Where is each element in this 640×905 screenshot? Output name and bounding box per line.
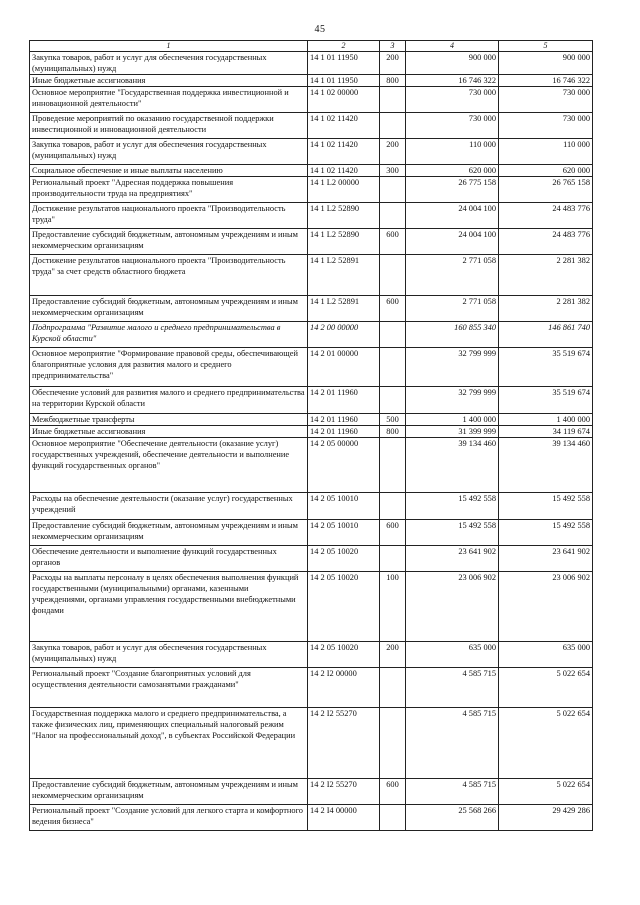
name-cell: Расходы на обеспечение деятельности (оказание услуг) государственных учреждений — [30, 493, 308, 520]
table-row — [30, 113, 593, 139]
code-cell: 14 2 05 10020 — [308, 546, 380, 572]
amount-year1-cell: 23 006 902 — [406, 572, 499, 642]
table-row — [30, 520, 593, 546]
code-cell: 14 2 I2 00000 — [308, 668, 380, 708]
name-cell: Предоставление субсидий бюджетным, автономным учреждениям и иным некоммерческим организациям — [30, 520, 308, 546]
expense-type-cell — [380, 438, 406, 493]
code-cell: 14 1 02 11420 — [308, 139, 380, 165]
table-row — [30, 177, 593, 203]
code-cell: 14 1 02 11420 — [308, 165, 380, 177]
expense-type-cell: 200 — [380, 642, 406, 668]
name-cell: Предоставление субсидий бюджетным, автономным учреждениям и иным некоммерческим организациям — [30, 779, 308, 805]
expense-type-cell — [380, 177, 406, 203]
code-cell: 14 2 I2 55270 — [308, 708, 380, 779]
code-cell: 14 2 I4 00000 — [308, 805, 380, 831]
name-cell: Закупка товаров, работ и услуг для обеспечения государственных (муниципальных) нужд — [30, 52, 308, 75]
code-cell: 14 2 05 00000 — [308, 438, 380, 493]
table-row — [30, 348, 593, 387]
table-row — [30, 229, 593, 255]
name-cell: Достижение результатов национального проекта "Производительность труда" — [30, 203, 308, 229]
table-row — [30, 668, 593, 708]
amount-year2-cell: 23 641 902 — [499, 546, 593, 572]
code-cell: 14 1 02 00000 — [308, 87, 380, 113]
amount-year2-cell: 900 000 — [499, 52, 593, 75]
expense-type-cell — [380, 546, 406, 572]
expense-type-cell — [380, 203, 406, 229]
table-row — [30, 203, 593, 229]
amount-year1-cell: 4 585 715 — [406, 708, 499, 779]
name-cell: Обеспечение условий для развития малого и среднего предпринимательства на территории Курской области — [30, 387, 308, 414]
expense-type-cell: 600 — [380, 296, 406, 322]
expense-type-cell: 800 — [380, 75, 406, 87]
name-cell: Региональный проект "Создание благоприятных условий для осуществления деятельности самозанятыми гражданами" — [30, 668, 308, 708]
expense-type-cell — [380, 493, 406, 520]
name-cell: Региональный проект "Адресная поддержка повышения производительности труда на предприятиях" — [30, 177, 308, 203]
amount-year1-cell: 110 000 — [406, 139, 499, 165]
table-row — [30, 805, 593, 831]
expense-type-cell — [380, 87, 406, 113]
code-cell: 14 1 01 11950 — [308, 75, 380, 87]
amount-year1-cell: 160 855 340 — [406, 322, 499, 348]
expense-type-cell: 500 — [380, 414, 406, 426]
amount-year1-cell: 730 000 — [406, 113, 499, 139]
expense-type-cell — [380, 387, 406, 414]
code-cell: 14 2 00 00000 — [308, 322, 380, 348]
amount-year1-cell: 2 771 058 — [406, 296, 499, 322]
column-number-1: 1 — [30, 41, 308, 52]
expense-type-cell — [380, 348, 406, 387]
code-cell: 14 1 01 11950 — [308, 52, 380, 75]
amount-year2-cell: 730 000 — [499, 87, 593, 113]
name-cell: Государственная поддержка малого и среднего предпринимательства, а также физических лиц, применяющих специальный налоговый режим "Налог на профессиональный доход", в субъектах Российской Федерации — [30, 708, 308, 779]
amount-year2-cell: 146 861 740 — [499, 322, 593, 348]
expense-type-cell — [380, 322, 406, 348]
amount-year2-cell: 26 765 158 — [499, 177, 593, 203]
table-row — [30, 255, 593, 296]
expense-type-cell: 300 — [380, 165, 406, 177]
amount-year1-cell: 23 641 902 — [406, 546, 499, 572]
amount-year2-cell: 24 483 776 — [499, 203, 593, 229]
amount-year2-cell: 1 400 000 — [499, 414, 593, 426]
table-row — [30, 165, 593, 177]
page-number: 45 — [314, 24, 326, 35]
column-number-4: 4 — [406, 41, 499, 52]
amount-year1-cell: 39 134 460 — [406, 438, 499, 493]
expense-type-cell — [380, 255, 406, 296]
expense-type-cell: 100 — [380, 572, 406, 642]
expense-type-cell — [380, 113, 406, 139]
amount-year2-cell: 35 519 674 — [499, 348, 593, 387]
column-number-row — [30, 41, 593, 52]
amount-year1-cell: 900 000 — [406, 52, 499, 75]
code-cell: 14 1 L2 52890 — [308, 203, 380, 229]
amount-year2-cell: 5 022 654 — [499, 708, 593, 779]
amount-year2-cell: 5 022 654 — [499, 668, 593, 708]
name-cell: Социальное обеспечение и иные выплаты населению — [30, 165, 308, 177]
code-cell: 14 2 01 00000 — [308, 348, 380, 387]
amount-year2-cell: 5 022 654 — [499, 779, 593, 805]
code-cell: 14 2 05 10020 — [308, 572, 380, 642]
amount-year1-cell: 15 492 558 — [406, 493, 499, 520]
code-cell: 14 1 02 11420 — [308, 113, 380, 139]
amount-year1-cell: 4 585 715 — [406, 668, 499, 708]
amount-year2-cell: 39 134 460 — [499, 438, 593, 493]
name-cell: Основное мероприятие "Обеспечение деятельности (оказание услуг) государственных учреждений, обеспечение деятельности и выполнение функций государственных органов" — [30, 438, 308, 493]
amount-year2-cell: 635 000 — [499, 642, 593, 668]
table-row — [30, 322, 593, 348]
amount-year1-cell: 24 004 100 — [406, 229, 499, 255]
amount-year2-cell: 110 000 — [499, 139, 593, 165]
table-row — [30, 387, 593, 414]
name-cell: Межбюджетные трансферты — [30, 414, 308, 426]
expense-type-cell: 800 — [380, 426, 406, 438]
name-cell: Основное мероприятие "Формирование правовой среды, обеспечивающей благоприятные условия для развития малого и среднего предпринимательства" — [30, 348, 308, 387]
expense-type-cell: 200 — [380, 139, 406, 165]
name-cell: Основное мероприятие "Государственная поддержка инвестиционной и инновационной деятельности" — [30, 87, 308, 113]
name-cell: Проведение мероприятий по оказанию государственной поддержки инвестиционной и инновационной деятельности — [30, 113, 308, 139]
amount-year1-cell: 620 000 — [406, 165, 499, 177]
amount-year2-cell: 15 492 558 — [499, 520, 593, 546]
amount-year1-cell: 635 000 — [406, 642, 499, 668]
expense-type-cell — [380, 708, 406, 779]
amount-year2-cell: 16 746 322 — [499, 75, 593, 87]
code-cell: 14 2 I2 55270 — [308, 779, 380, 805]
amount-year1-cell: 2 771 058 — [406, 255, 499, 296]
amount-year2-cell: 620 000 — [499, 165, 593, 177]
name-cell: Закупка товаров, работ и услуг для обеспечения государственных (муниципальных) нужд — [30, 642, 308, 668]
table-row — [30, 708, 593, 779]
amount-year2-cell: 34 119 674 — [499, 426, 593, 438]
budget-rows — [30, 52, 593, 831]
amount-year1-cell: 4 585 715 — [406, 779, 499, 805]
amount-year1-cell: 1 400 000 — [406, 414, 499, 426]
column-number-3: 3 — [380, 41, 406, 52]
amount-year2-cell: 2 281 382 — [499, 296, 593, 322]
budget-table — [29, 40, 593, 831]
name-cell: Предоставление субсидий бюджетным, автономным учреждениям и иным некоммерческим организациям — [30, 296, 308, 322]
code-cell: 14 2 05 10010 — [308, 493, 380, 520]
amount-year1-cell: 32 799 999 — [406, 348, 499, 387]
amount-year1-cell: 25 568 266 — [406, 805, 499, 831]
table-row — [30, 493, 593, 520]
table-row — [30, 52, 593, 75]
table-row — [30, 546, 593, 572]
amount-year2-cell: 23 006 902 — [499, 572, 593, 642]
amount-year2-cell: 29 429 286 — [499, 805, 593, 831]
column-number-2: 2 — [308, 41, 380, 52]
amount-year2-cell: 24 483 776 — [499, 229, 593, 255]
name-cell: Иные бюджетные ассигнования — [30, 75, 308, 87]
code-cell: 14 1 L2 00000 — [308, 177, 380, 203]
name-cell: Подпрограмма "Развитие малого и среднего предпринимательства в Курской области" — [30, 322, 308, 348]
expense-type-cell: 600 — [380, 520, 406, 546]
amount-year2-cell: 35 519 674 — [499, 387, 593, 414]
code-cell: 14 2 01 11960 — [308, 426, 380, 438]
code-cell: 14 1 L2 52891 — [308, 296, 380, 322]
amount-year2-cell: 730 000 — [499, 113, 593, 139]
name-cell: Достижение результатов национального проекта "Производительность труда" за счет средств областного бюджета — [30, 255, 308, 296]
amount-year1-cell: 24 004 100 — [406, 203, 499, 229]
table-row — [30, 426, 593, 438]
amount-year2-cell: 15 492 558 — [499, 493, 593, 520]
code-cell: 14 2 05 10020 — [308, 642, 380, 668]
table-row — [30, 87, 593, 113]
code-cell: 14 2 05 10010 — [308, 520, 380, 546]
amount-year1-cell: 26 775 158 — [406, 177, 499, 203]
table-row — [30, 438, 593, 493]
code-cell: 14 1 L2 52891 — [308, 255, 380, 296]
code-cell: 14 2 01 11960 — [308, 387, 380, 414]
expense-type-cell — [380, 668, 406, 708]
table-row — [30, 139, 593, 165]
code-cell: 14 1 L2 52890 — [308, 229, 380, 255]
column-number-5: 5 — [499, 41, 593, 52]
amount-year1-cell: 31 399 999 — [406, 426, 499, 438]
expense-type-cell: 600 — [380, 779, 406, 805]
table-row — [30, 75, 593, 87]
amount-year1-cell: 15 492 558 — [406, 520, 499, 546]
name-cell: Региональный проект "Создание условий для легкого старта и комфортного ведения бизнеса" — [30, 805, 308, 831]
amount-year1-cell: 730 000 — [406, 87, 499, 113]
name-cell: Предоставление субсидий бюджетным, автономным учреждениям и иным некоммерческим организациям — [30, 229, 308, 255]
expense-type-cell: 200 — [380, 52, 406, 75]
amount-year1-cell: 32 799 999 — [406, 387, 499, 414]
name-cell: Иные бюджетные ассигнования — [30, 426, 308, 438]
name-cell: Обеспечение деятельности и выполнение функций государственных органов — [30, 546, 308, 572]
table-row — [30, 414, 593, 426]
code-cell: 14 2 01 11960 — [308, 414, 380, 426]
name-cell: Закупка товаров, работ и услуг для обеспечения государственных (муниципальных) нужд — [30, 139, 308, 165]
table-row — [30, 572, 593, 642]
table-row — [30, 296, 593, 322]
amount-year2-cell: 2 281 382 — [499, 255, 593, 296]
name-cell: Расходы на выплаты персоналу в целях обеспечения выполнения функций государственными (муниципальными) органами, казенными учреждениями, органами управления государственными внебюджетными фондами — [30, 572, 308, 642]
expense-type-cell — [380, 805, 406, 831]
table-row — [30, 642, 593, 668]
expense-type-cell: 600 — [380, 229, 406, 255]
table-row — [30, 779, 593, 805]
amount-year1-cell: 16 746 322 — [406, 75, 499, 87]
